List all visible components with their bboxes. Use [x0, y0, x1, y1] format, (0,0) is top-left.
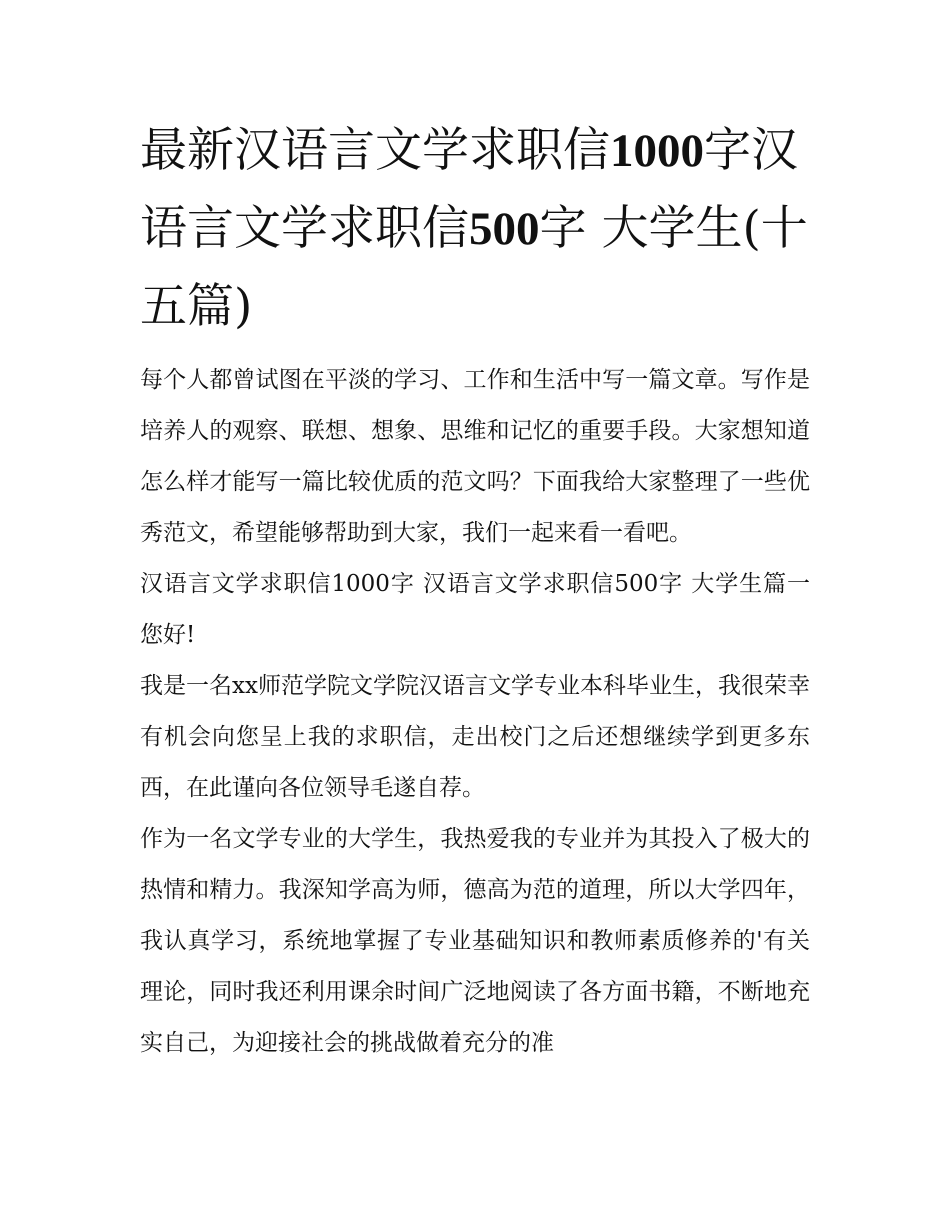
title-part-1: 最新汉语言文学求职信	[140, 123, 610, 178]
self-introduction-paragraph: 我是一名xx师范学院文学院汉语言文学专业本科毕业生，我很荣幸有机会向您呈上我的求职信，走出校门之后还想继续学到更多东西，在此谨向各位领导毛遂自荐。	[140, 673, 810, 801]
section-heading-paragraph: 汉语言文学求职信1000字 汉语言文学求职信500字 大学生篇一 您好!	[140, 571, 810, 648]
title-part-2: 字汉语言文学求职信	[140, 123, 798, 256]
title-number-500: 500	[469, 203, 540, 255]
intro-paragraph: 每个人都曾试图在平淡的学习、工作和生活中写一篇文章。写作是培养人的观察、联想、想象、思维和记忆的重要手段。大家想知道怎么样才能写一篇比较优质的范文吗？下面我给大家整理了一些优秀范文，希望能够帮助到大家，我们一起来看一看吧。	[140, 367, 810, 546]
title-part-3: 字 大学生(十五篇)	[140, 201, 808, 334]
title-number-1000: 1000	[610, 125, 704, 177]
study-paragraph: 作为一名文学专业的大学生，我热爱我的专业并为其投入了极大的热情和精力。我深知学高为师，德高为范的道理，所以大学四年，我认真学习，系统地掌握了专业基础知识和教师素质修养的'有关理论，同时我还利用课余时间广泛地阅读了各方面书籍，不断地充实自己，为迎接社会的挑战做着充分的准	[140, 826, 810, 1056]
document-title	[140, 112, 810, 345]
